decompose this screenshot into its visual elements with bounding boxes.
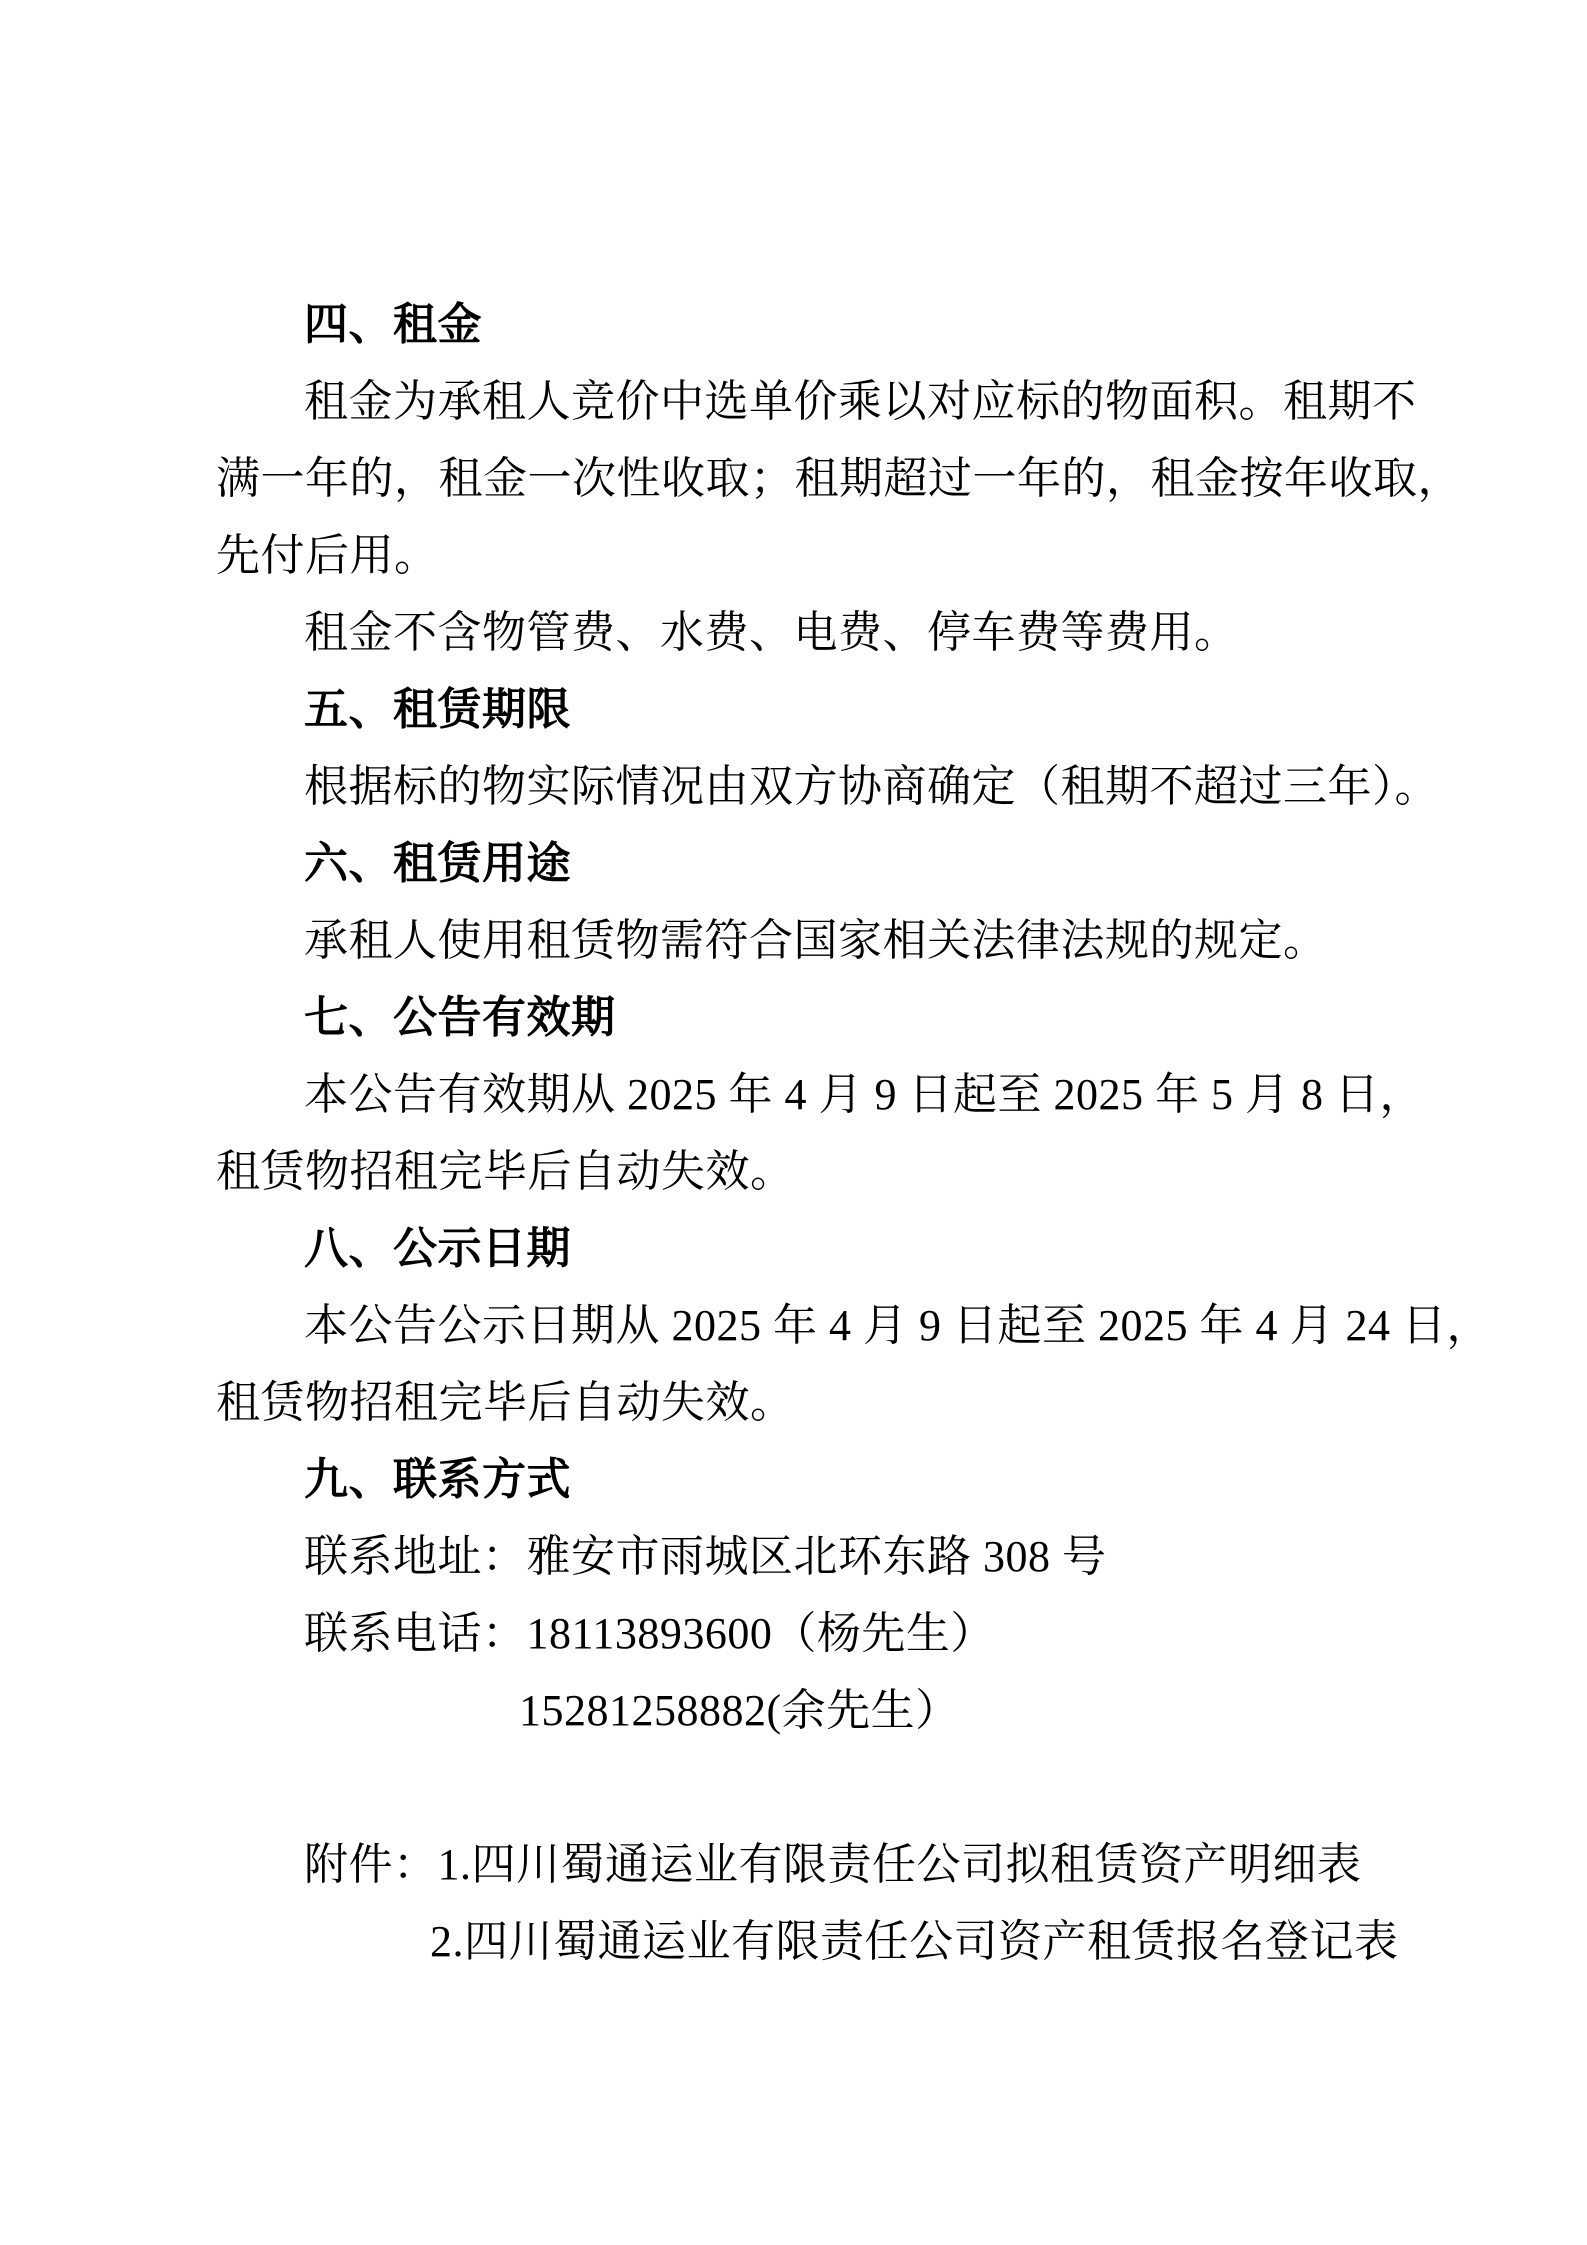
document-content xyxy=(216,286,1491,1980)
text-line: 承租人使用租赁物需符合国家相关法律法规的规定。 xyxy=(304,916,1328,965)
text-line: 根据标的物实际情况由双方协商确定（租期不超过三年）。 xyxy=(304,762,1439,811)
blank-line xyxy=(216,1749,1456,1826)
section-heading: 九、联系方式 xyxy=(304,1455,571,1504)
text-line: 15281258882(余先生） xyxy=(519,1686,960,1735)
text-line: 2.四川蜀通运业有限责任公司资产租赁报名登记表 xyxy=(430,1917,1399,1966)
text-line: 附件：1.四川蜀通运业有限责任公司拟租赁资产明细表 xyxy=(304,1840,1362,1889)
text-line: 先付后用。 xyxy=(216,531,439,580)
section-heading: 八、公示日期 xyxy=(304,1224,571,1273)
text-line: 租金为承租人竞价中选单价乘以对应标的物面积。租期不 xyxy=(304,377,1417,426)
text-line: 租赁物招租完毕后自动失效。 xyxy=(216,1147,795,1196)
text-line: 满一年的，租金一次性收取；租期超过一年的，租金按年收取， xyxy=(216,454,1462,503)
section-heading: 六、租赁用途 xyxy=(304,839,571,888)
text-line: 联系电话：18113893600（杨先生） xyxy=(304,1609,995,1658)
text-line: 租金不含物管费、水费、电费、停车费等费用。 xyxy=(304,608,1239,657)
text-line: 本公告有效期从 2025 年 4 月 9 日起至 2025 年 5 月 8 日， xyxy=(304,1070,1424,1119)
text-line: 本公告公示日期从 2025 年 4 月 9 日起至 2025 年 4 月 24 日， xyxy=(304,1301,1491,1350)
section-heading: 四、租金 xyxy=(304,300,482,349)
text-line: 联系地址：雅安市雨城区北环东路 308 号 xyxy=(304,1532,1107,1581)
text-line: 租赁物招租完毕后自动失效。 xyxy=(216,1378,795,1427)
section-heading: 七、公告有效期 xyxy=(304,993,616,1042)
section-heading: 五、租赁期限 xyxy=(304,685,571,734)
